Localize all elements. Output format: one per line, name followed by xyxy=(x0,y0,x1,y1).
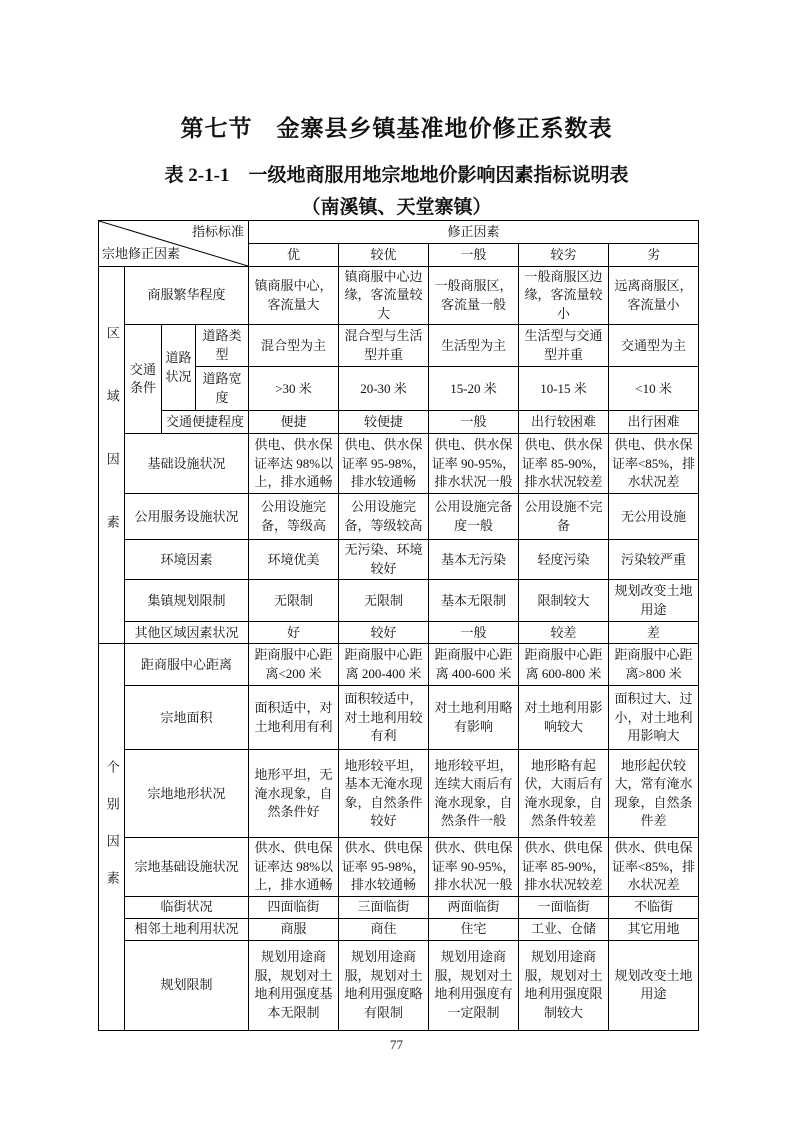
grade-header-good: 较优 xyxy=(339,244,429,267)
value-cell: 轻度污染 xyxy=(519,540,609,580)
value-cell: 供电、供水保证率<85%，排水状况差 xyxy=(609,434,699,494)
factor-table xyxy=(98,220,699,1031)
value-cell: 15-20 米 xyxy=(429,367,519,411)
table-row xyxy=(99,750,699,838)
section-label-regional-factors: 区域因素 xyxy=(99,267,125,644)
value-cell: 工业、仓储 xyxy=(519,918,609,940)
value-cell: 混合型与生活型并重 xyxy=(339,325,429,367)
table-row xyxy=(99,267,699,325)
corner-label-parcel-correction-factor: 宗地修正因素 xyxy=(102,245,181,261)
value-cell: 距商服中心距离>800 米 xyxy=(609,644,699,686)
grade-header-bad: 劣 xyxy=(609,244,699,267)
grade-header-average: 一般 xyxy=(429,244,519,267)
table-header-row xyxy=(99,221,699,244)
table-row xyxy=(99,838,699,896)
row-label: 宗地面积 xyxy=(125,686,249,750)
value-cell: 规划用途商服，规划对土地利用强度有一定限制 xyxy=(429,940,519,1030)
value-cell: <10 米 xyxy=(609,367,699,411)
value-cell: 面积较适中，对土地利用较有利 xyxy=(339,686,429,750)
value-cell: 较好 xyxy=(339,622,429,644)
value-cell: 供水、供电保证率<85%，排水状况差 xyxy=(609,838,699,896)
value-cell: 供水、供电保证率达 98%以上，排水通畅 xyxy=(249,838,339,896)
value-cell: 住宅 xyxy=(429,918,519,940)
value-cell: 公用设施完备，等级高 xyxy=(249,494,339,540)
table-row xyxy=(99,940,699,1030)
value-cell: 公用设施不完备 xyxy=(519,494,609,540)
row-label: 交通便捷程度 xyxy=(162,411,249,434)
value-cell: 地形较平坦，连续大雨后有淹水现象，自然条件一般 xyxy=(429,750,519,838)
value-cell: 一般 xyxy=(429,411,519,434)
corner-label-indicator-standard: 指标标准 xyxy=(191,224,244,239)
table-row xyxy=(99,540,699,580)
value-cell: 距商服中心距离 600-800 米 xyxy=(519,644,609,686)
section-label-individual-factors: 个别因素 xyxy=(99,644,125,1030)
row-label: 距商服中心距离 xyxy=(125,644,249,686)
table-subtitle: （南溪镇、天堂寨镇） xyxy=(301,197,492,218)
value-cell: 规划改变土地用途 xyxy=(609,580,699,622)
value-cell: 三面临街 xyxy=(339,896,429,918)
value-cell: 供电、供水保证率 85-90%，排水状况较差 xyxy=(519,434,609,494)
value-cell: 20-30 米 xyxy=(339,367,429,411)
value-cell: 距商服中心距离 400-600 米 xyxy=(429,644,519,686)
header-correction-factors: 修正因素 xyxy=(249,221,699,244)
table-row xyxy=(99,434,699,494)
value-cell: 规划用途商服，规划对土地利用强度略有限制 xyxy=(339,940,429,1030)
value-cell: 地形起伏较大，常有淹水现象，自然条件差 xyxy=(609,750,699,838)
grade-header-excellent: 优 xyxy=(249,244,339,267)
table-row xyxy=(99,622,699,644)
value-cell: 公用设施完备度一般 xyxy=(429,494,519,540)
value-cell: 公用设施完备，等级较高 xyxy=(339,494,429,540)
value-cell: 商服 xyxy=(249,918,339,940)
value-cell: 供电、供水保证率 90-95%，排水状况一般 xyxy=(429,434,519,494)
value-cell: 环境优美 xyxy=(249,540,339,580)
value-cell: 供电、供水保证率 95-98%，排水较通畅 xyxy=(339,434,429,494)
value-cell: 出行较困难 xyxy=(519,411,609,434)
value-cell: 无限制 xyxy=(339,580,429,622)
value-cell: 四面临街 xyxy=(249,896,339,918)
row-label: 宗地基础设施状况 xyxy=(125,838,249,896)
page-number: 77 xyxy=(390,1037,403,1052)
value-cell: 对土地利用略有影响 xyxy=(429,686,519,750)
value-cell: 一般商服区边缘，客流量较小 xyxy=(519,267,609,325)
value-cell: 生活型为主 xyxy=(429,325,519,367)
value-cell: 无公用设施 xyxy=(609,494,699,540)
row-label: 集镇规划限制 xyxy=(125,580,249,622)
value-cell: 镇商服中心，客流量大 xyxy=(249,267,339,325)
value-cell: 一般 xyxy=(429,622,519,644)
value-cell: 面积适中，对土地利用有利 xyxy=(249,686,339,750)
value-cell: 一面临街 xyxy=(519,896,609,918)
grade-header-poor: 较劣 xyxy=(519,244,609,267)
value-cell: 供水、供电保证率 95-98%，排水较通畅 xyxy=(339,838,429,896)
value-cell: 差 xyxy=(609,622,699,644)
row-label: 宗地地形状况 xyxy=(125,750,249,838)
row-label: 规划限制 xyxy=(125,940,249,1030)
value-cell: 远离商服区，客流量小 xyxy=(609,267,699,325)
value-cell: 生活型与交通型并重 xyxy=(519,325,609,367)
table-row xyxy=(99,325,699,367)
row-label: 临街状况 xyxy=(125,896,249,918)
value-cell: 其它用地 xyxy=(609,918,699,940)
value-cell: 10-15 米 xyxy=(519,367,609,411)
row-label: 其他区域因素状况 xyxy=(125,622,249,644)
value-cell: 镇商服中心边缘，客流量较大 xyxy=(339,267,429,325)
value-cell: 供水、供电保证率 85-90%，排水状况较差 xyxy=(519,838,609,896)
table-row xyxy=(99,686,699,750)
value-cell: >30 米 xyxy=(249,367,339,411)
value-cell: 对土地利用影响较大 xyxy=(519,686,609,750)
sublabel-road-status: 道路状况 xyxy=(162,325,196,411)
value-cell: 商住 xyxy=(339,918,429,940)
value-cell: 供电、供水保证率达 98%以上，排水通畅 xyxy=(249,434,339,494)
row-label: 相邻土地利用状况 xyxy=(125,918,249,940)
value-cell: 交通型为主 xyxy=(609,325,699,367)
value-cell: 地形平坦，无淹水现象，自然条件好 xyxy=(249,750,339,838)
value-cell: 距商服中心距离<200 米 xyxy=(249,644,339,686)
value-cell: 不临街 xyxy=(609,896,699,918)
row-label: 道路宽度 xyxy=(196,367,249,411)
value-cell: 便捷 xyxy=(249,411,339,434)
table-row xyxy=(99,411,699,434)
row-label: 基础设施状况 xyxy=(125,434,249,494)
row-label: 商服繁华程度 xyxy=(125,267,249,325)
value-cell: 无污染、环境较好 xyxy=(339,540,429,580)
table-row xyxy=(99,896,699,918)
value-cell: 一般商服区，客流量一般 xyxy=(429,267,519,325)
value-cell: 污染较严重 xyxy=(609,540,699,580)
value-cell: 无限制 xyxy=(249,580,339,622)
value-cell: 基本无限制 xyxy=(429,580,519,622)
corner-header-cell xyxy=(99,221,249,267)
sublabel-traffic-conditions: 交通条件 xyxy=(125,325,162,434)
value-cell: 好 xyxy=(249,622,339,644)
value-cell: 出行困难 xyxy=(609,411,699,434)
value-cell: 限制较大 xyxy=(519,580,609,622)
value-cell: 距商服中心距离 200-400 米 xyxy=(339,644,429,686)
table-title: 表 2-1-1 一级地商服用地宗地地价影响因素指标说明表 xyxy=(164,165,629,186)
row-label: 道路类型 xyxy=(196,325,249,367)
value-cell: 地形较平坦，基本无淹水现象，自然条件较好 xyxy=(339,750,429,838)
table-row xyxy=(99,918,699,940)
row-label: 环境因素 xyxy=(125,540,249,580)
value-cell: 混合型为主 xyxy=(249,325,339,367)
value-cell: 规划用途商服，规划对土地利用强度限制较大 xyxy=(519,940,609,1030)
value-cell: 基本无污染 xyxy=(429,540,519,580)
section-title: 第七节 金寨县乡镇基准地价修正系数表 xyxy=(180,116,613,141)
value-cell: 规划改变土地用途 xyxy=(609,940,699,1030)
value-cell: 两面临街 xyxy=(429,896,519,918)
row-label: 公用服务设施状况 xyxy=(125,494,249,540)
value-cell: 较差 xyxy=(519,622,609,644)
table-row xyxy=(99,494,699,540)
table-row xyxy=(99,580,699,622)
value-cell: 地形略有起伏，大雨后有淹水现象，自然条件较差 xyxy=(519,750,609,838)
value-cell: 面积过大、过小，对土地利用影响大 xyxy=(609,686,699,750)
value-cell: 供水、供电保证率 90-95%，排水状况一般 xyxy=(429,838,519,896)
value-cell: 较便捷 xyxy=(339,411,429,434)
value-cell: 规划用途商服，规划对土地利用强度基本无限制 xyxy=(249,940,339,1030)
table-row xyxy=(99,644,699,686)
